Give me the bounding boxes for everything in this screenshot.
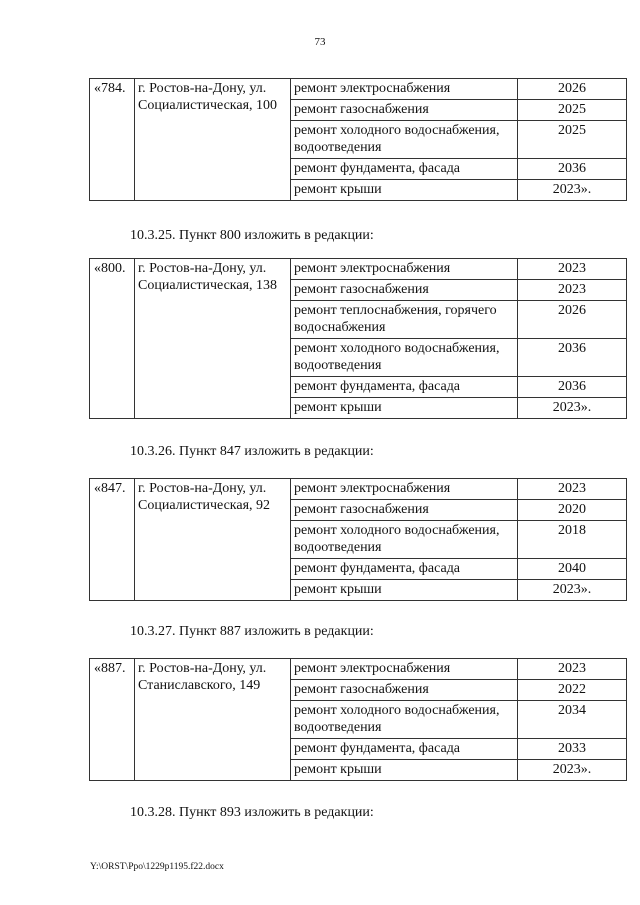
table-item-887 [89,658,627,781]
year-cell: 2023 [518,479,627,500]
work-type-cell: ремонт холодного водоснабжения, водоотведения [291,701,518,739]
work-type-cell: ремонт газоснабжения [291,500,518,521]
work-type-cell: ремонт электроснабжения [291,79,518,100]
table-item-847 [89,478,627,601]
work-type-cell: ремонт фундамента, фасада [291,377,518,398]
work-type-cell: ремонт фундамента, фасада [291,159,518,180]
work-type-cell: ремонт газоснабжения [291,100,518,121]
work-type-cell: ремонт крыши [291,580,518,601]
work-type-cell: ремонт теплоснабжения, горячего водоснабжения [291,301,518,339]
year-cell: 2020 [518,500,627,521]
year-cell: 2023». [518,580,627,601]
year-cell: 2023». [518,760,627,781]
work-type-cell: ремонт газоснабжения [291,680,518,701]
work-type-cell: ремонт крыши [291,398,518,419]
year-cell: 2022 [518,680,627,701]
work-type-cell: ремонт электроснабжения [291,479,518,500]
year-cell: 2036 [518,377,627,398]
work-type-cell: ремонт крыши [291,760,518,781]
address-cell: г. Ростов-на-Дону, ул. Социалистическая, 100 [135,79,291,201]
table-item-784 [89,78,627,201]
address-cell: г. Ростов-на-Дону, ул. Социалистическая, 138 [135,259,291,419]
work-type-cell: ремонт фундамента, фасада [291,559,518,580]
year-cell: 2033 [518,739,627,760]
year-cell: 2036 [518,339,627,377]
item-number: «784. [90,79,135,201]
page-number: 73 [314,36,326,48]
table-row [90,259,627,280]
work-type-cell: ремонт электроснабжения [291,659,518,680]
paragraph-10-3-28: 10.3.28. Пункт 893 изложить в редакции: [130,805,374,820]
year-cell: 2023 [518,280,627,301]
item-number: «800. [90,259,135,419]
year-cell: 2023». [518,180,627,201]
table-row [90,79,627,100]
table-item-800 [89,258,627,419]
work-type-cell: ремонт фундамента, фасада [291,739,518,760]
work-type-cell: ремонт крыши [291,180,518,201]
work-type-cell: ремонт холодного водоснабжения, водоотведения [291,521,518,559]
table-row [90,479,627,500]
year-cell: 2034 [518,701,627,739]
item-number: «887. [90,659,135,781]
year-cell: 2023». [518,398,627,419]
paragraph-10-3-27: 10.3.27. Пункт 887 изложить в редакции: [130,624,374,639]
work-type-cell: ремонт холодного водоснабжения, водоотведения [291,121,518,159]
table-row [90,659,627,680]
work-type-cell: ремонт холодного водоснабжения, водоотведения [291,339,518,377]
year-cell: 2023 [518,659,627,680]
work-type-cell: ремонт газоснабжения [291,280,518,301]
year-cell: 2025 [518,121,627,159]
item-number: «847. [90,479,135,601]
file-path-footer: Y:\ORST\Ppo\1229p1195.f22.docx [90,862,224,872]
year-cell: 2026 [518,301,627,339]
year-cell: 2018 [518,521,627,559]
paragraph-10-3-26: 10.3.26. Пункт 847 изложить в редакции: [130,444,374,459]
year-cell: 2040 [518,559,627,580]
paragraph-10-3-25: 10.3.25. Пункт 800 изложить в редакции: [130,228,374,243]
year-cell: 2026 [518,79,627,100]
year-cell: 2025 [518,100,627,121]
year-cell: 2036 [518,159,627,180]
address-cell: г. Ростов-на-Дону, ул. Социалистическая, 92 [135,479,291,601]
work-type-cell: ремонт электроснабжения [291,259,518,280]
address-cell: г. Ростов-на-Дону, ул. Станиславского, 149 [135,659,291,781]
year-cell: 2023 [518,259,627,280]
